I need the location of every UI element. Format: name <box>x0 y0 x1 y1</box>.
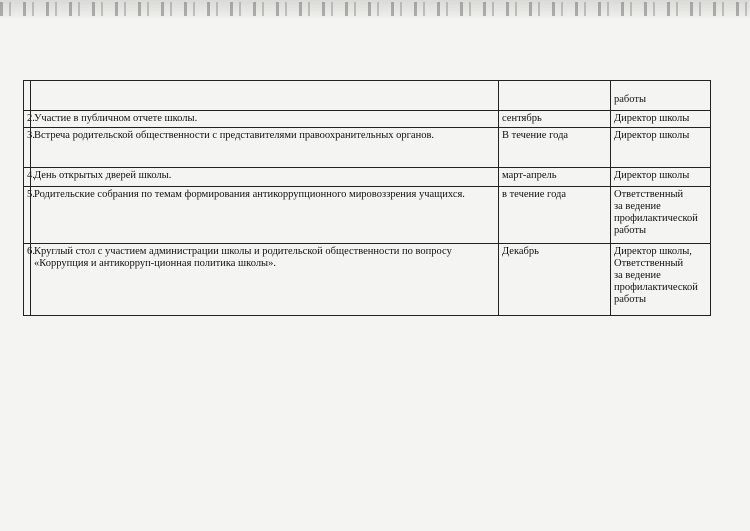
row-6-num: 6. <box>23 243 30 316</box>
row-6-event: Круглый стол с участием администрации школы и родительской общественности по вопросу «Коррупция и антикорруп-ционная политика школы». <box>30 243 498 316</box>
row-3-term: В течение года <box>498 127 610 167</box>
row-5-responsible <box>610 186 711 243</box>
row-3-event: Встреча родительской общественности с представителями правоохранительных органов. <box>30 127 498 167</box>
scan-noise <box>0 2 750 16</box>
responsible-line: профилактической <box>614 282 698 293</box>
responsible-line: Ответственный <box>614 189 684 200</box>
responsible-line: Директор школы, <box>614 246 692 257</box>
responsible-line: Директор школы <box>614 170 690 181</box>
row-2-event: Участие в публичном отчете школы. <box>30 110 498 127</box>
row-cont-term <box>498 80 610 110</box>
row-cont-responsible <box>610 80 711 110</box>
row-2-num: 2. <box>23 110 30 127</box>
row-cont-num <box>23 80 30 110</box>
responsible-text: работы <box>614 94 647 105</box>
scan-top-edge <box>0 0 750 18</box>
row-2-term: сентябрь <box>498 110 610 127</box>
row-3-responsible <box>610 127 711 167</box>
row-4-event: День открытых дверей школы. <box>30 167 498 186</box>
row-4-responsible <box>610 167 711 186</box>
row-6-term: Декабрь <box>498 243 610 316</box>
responsible-line: Ответственный <box>614 258 684 269</box>
responsible-line: профилактической <box>614 213 698 224</box>
row-5-event: Родительские собрания по темам формирования антикоррупционного мировоззрения учащихся. <box>30 186 498 243</box>
responsible-line: за ведение <box>614 201 661 212</box>
table-bottom-border <box>23 315 711 316</box>
row-6-responsible <box>610 243 711 316</box>
responsible-line: за ведение <box>614 270 661 281</box>
row-cont-event <box>30 80 498 110</box>
responsible-line: Директор школы <box>614 113 690 124</box>
row-4-num: 4. <box>23 167 30 186</box>
row-4-term: март-апрель <box>498 167 610 186</box>
responsible-line: работы <box>614 294 647 305</box>
row-3-num: 3. <box>23 127 30 167</box>
responsible-line: работы <box>614 225 647 236</box>
row-5-num: 5. <box>23 186 30 243</box>
table-right-border <box>710 80 711 316</box>
responsible-line: Директор школы <box>614 130 690 141</box>
row-2-responsible <box>610 110 711 127</box>
events-table <box>23 80 711 316</box>
row-5-term: в течение года <box>498 186 610 243</box>
